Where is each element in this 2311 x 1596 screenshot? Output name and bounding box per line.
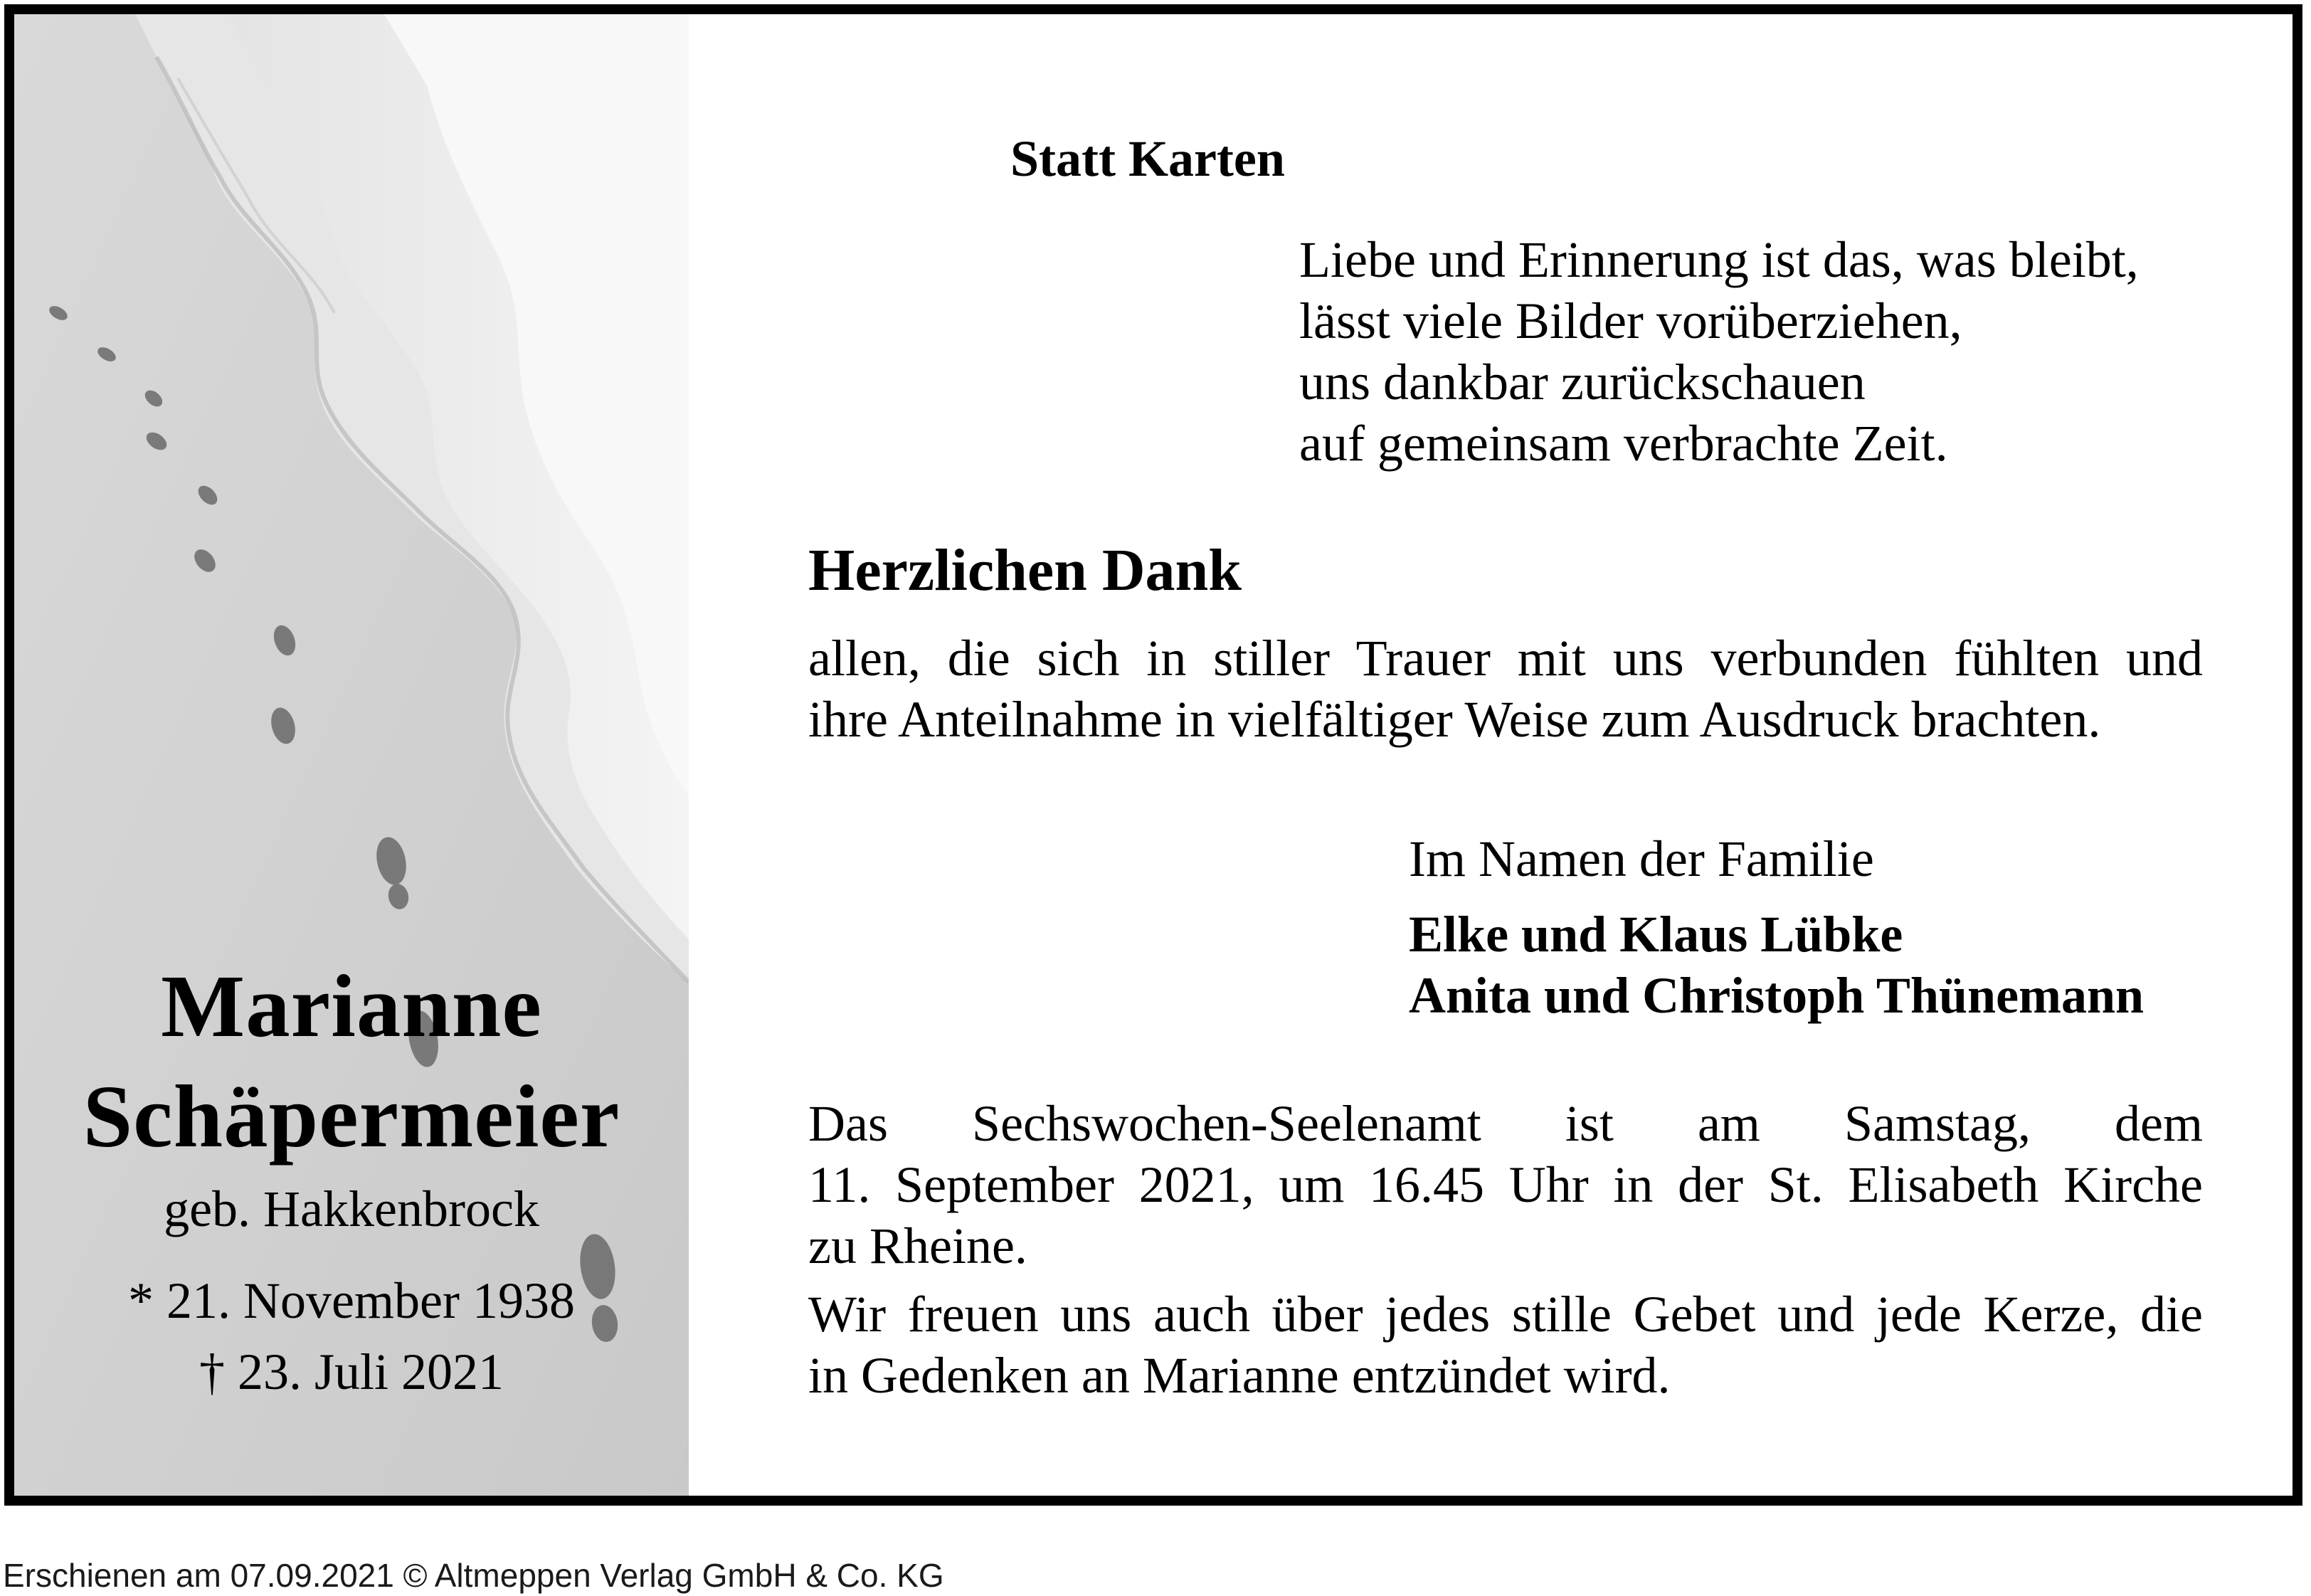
family-name: Anita und Christoph Thünemann — [1409, 967, 2145, 1024]
obituary-notice — [4, 4, 2302, 1506]
statt-karten-heading: Statt Karten — [1010, 130, 1285, 187]
service-line: 11. September 2021, um 16.45 Uhr in der St. Elisabeth Kirche — [808, 1156, 2203, 1213]
poem-line: Liebe und Erinnerung ist das, was bleibt, — [1299, 231, 2139, 288]
deceased-first-name: Marianne — [161, 958, 542, 1056]
service-line: zu Rheine. — [808, 1217, 1027, 1274]
deceased-birth-name: geb. Hakkenbrock — [164, 1180, 539, 1237]
closing-line: Wir freuen uns auch über jedes stille Gebet und jede Kerze, die — [808, 1286, 2203, 1343]
publication-footer: Erschienen am 07.09.2021 © Altmeppen Verlag GmbH & Co. KG — [3, 1557, 944, 1594]
thanks-line: ihre Anteilnahme in vielfältiger Weise zum Ausdruck brachten. — [808, 691, 2101, 748]
poem-line: lässt viele Bilder vorüberziehen, — [1299, 292, 1962, 349]
closing-line: in Gedenken an Marianne entzündet wird. — [808, 1347, 1671, 1404]
service-line: Das Sechswochen-Seelenamt ist am Samstag, dem — [808, 1095, 2203, 1152]
deceased-name-block — [14, 952, 689, 1407]
thanks-line: allen, die sich in stiller Trauer mit uns verbunden fühlten und — [808, 630, 2203, 687]
beach-footprints-photo — [14, 14, 689, 1496]
family-intro: Im Namen der Familie — [1409, 830, 1874, 887]
death-date: † 23. Juli 2021 — [199, 1343, 504, 1400]
family-name: Elke und Klaus Lübke — [1409, 906, 1903, 963]
poem-line: auf gemeinsam verbrachte Zeit. — [1299, 415, 1948, 472]
poem-line: uns dankbar zurückschauen — [1299, 354, 1866, 411]
thanks-heading: Herzlichen Dank — [808, 537, 1242, 603]
deceased-last-name: Schäpermeier — [83, 1068, 620, 1166]
birth-date: * 21. November 1938 — [128, 1272, 575, 1329]
